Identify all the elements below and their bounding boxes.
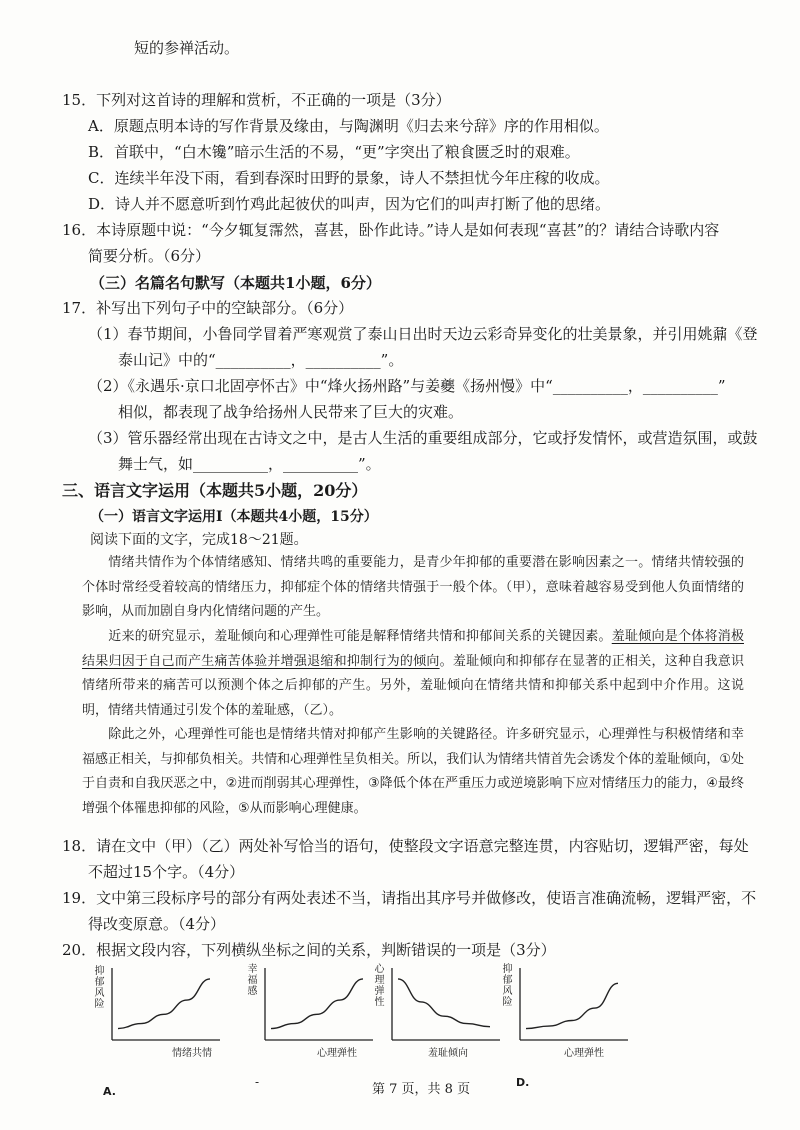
q17-item3-line2: 舞士气，如__________，__________”。 xyxy=(118,455,381,473)
chart-b-series-line xyxy=(271,979,363,1029)
section3-heading: （三）名篇名句默写（本题共1小题，6分） xyxy=(90,274,381,292)
chart-b-xlabel: 心理弹性 xyxy=(317,1048,357,1059)
q15-stem: 15．下列对这首诗的理解和赏析，不正确的一项是（3分） xyxy=(62,91,451,109)
q15-option-b: B．首联中，“白木镵”暗示生活的不易，“更”字突出了粮食匮乏时的艰难。 xyxy=(88,143,580,161)
underlined-sentence: 羞耻倾向是个体将消极结果归因于自己而产生痛苦体验并增强退缩和抑制行为的倾向 xyxy=(82,629,744,669)
q17-stem: 17．补写出下列句子中的空缺部分。（6分） xyxy=(62,299,354,317)
q15-option-d: D．诗人并不愿意听到竹鸡此起彼伏的叫声，因为它们的叫声打断了他的思绪。 xyxy=(88,195,611,213)
page-number: 第 7 页，共 8 页 xyxy=(372,1082,471,1097)
chart-c-ylabel: 心理弹性 xyxy=(374,964,385,1008)
footer-dash: - xyxy=(255,1075,260,1089)
chart-a-series-line xyxy=(118,979,210,1029)
q17-item1-line2: 泰山记》中的“__________，__________”。 xyxy=(118,351,404,369)
q20-stem: 20．根据文段内容，下列横纵坐标之间的关系，判断错误的一项是（3分） xyxy=(62,941,556,959)
chart-a xyxy=(92,962,242,1072)
passage-paragraph-2: 近来的研究显示，羞耻倾向和心理弹性可能是解释情绪共情和抑郁间关系的关键因素。羞耻倾向是个体将消极结果归因于自己而产生痛苦体验并增强退缩和抑制行为的倾向。羞耻倾向和抑郁存在显著的正相关，这种自我意识情绪所带来的痛苦可以预测个体之后抑郁的产生。另外，羞耻倾向在情绪共情和抑郁关系中起到中介作用。这说明，情绪共情通过引发个体的羞耻感，（乙）。 xyxy=(82,629,744,718)
q15-option-c: C．连续半年没下雨，看到春深时田野的景象，诗人不禁担忧今年庄稼的收成。 xyxy=(88,169,610,187)
chart-b-ylabel: 幸福感 xyxy=(247,964,258,997)
chart-a-xlabel: 情绪共情 xyxy=(172,1048,212,1059)
chart-d-ylabel: 抑郁风险 xyxy=(502,964,513,1008)
chart-d-option-label: D. xyxy=(516,1076,530,1089)
q15-option-a: A．原题点明本诗的写作背景及缘由，与陶渊明《归去来兮辞》序的作用相似。 xyxy=(88,117,609,135)
chart-d-series-line xyxy=(526,983,618,1028)
q19-line1: 19．文中第三段标序号的部分有两处表述不当，请指出其序号并做修改，使语言准确流畅，逻辑严密，不 xyxy=(62,889,757,907)
q17-item2-line1: （2）《永遇乐·京口北固亭怀古》中“烽火扬州路”与姜夔《扬州慢》中“__________，__________” xyxy=(88,377,726,395)
passage-paragraph-3: 除此之外，心理弹性可能也是情绪共情对抑郁产生影响的关键路径。许多研究显示，心理弹性与积极情绪和幸福感正相关，与抑郁负相关。共情和心理弹性呈负相关。所以，我们认为情绪共情首先会诱发个体的羞耻倾向，①处于自责和自我厌恶之中，②进而削弱其心理弹性，③降低个体在严重压力或逆境影响下应对情绪压力的能力，④最终增强个体罹患抑郁的风险，⑤从而影响心理健康。 xyxy=(82,727,744,816)
q18-line2: 不超过15个字。（4分） xyxy=(88,863,245,881)
chart-a-ylabel: 抑郁风险 xyxy=(94,966,105,1010)
q17-item2-line2: 相似，都表现了战争给扬州人民带来了巨大的灾难。 xyxy=(118,403,464,421)
q16-line1: 16．本诗原题中说：“今夕辄复霈然，喜甚，卧作此诗。”诗人是如何表现“喜甚”的？请结合诗歌内容 xyxy=(62,221,720,239)
chart-c-xlabel: 羞耻倾向 xyxy=(428,1048,468,1059)
q16-line2: 简要分析。（6分） xyxy=(88,247,211,265)
chart-c-series-line xyxy=(398,979,490,1027)
chart-d-xlabel: 心理弹性 xyxy=(564,1048,604,1059)
q17-item1-line1: （1）春节期间，小鲁同学冒着严寒观赏了泰山日出时天边云彩奇异变化的壮美景象，并引用姚鼐《登 xyxy=(88,325,758,343)
q18-line1: 18．请在文中（甲）（乙）两处补写恰当的语句，使整段文字语意完整连贯，内容贴切，逻辑严密，每处 xyxy=(62,837,749,855)
passage-paragraph-1: 情绪共情作为个体情绪感知、情绪共鸣的重要能力，是青少年抑郁的重要潜在影响因素之一。情绪共情较强的个体时常经受着较高的情绪压力，抑郁症个体的情绪共情强于一般个体。（甲），意味着越容易受到他人负面情绪的影响，从而加剧自身内化情绪问题的产生。 xyxy=(82,555,744,619)
part3-subheading: （一）语言文字运用Ⅰ（本题共4小题，15分） xyxy=(90,509,378,525)
chart-a-plot xyxy=(92,962,242,1072)
q19-line2: 得改变原意。（4分） xyxy=(88,915,226,933)
reading-instruction: 阅读下面的文字，完成18～21题。 xyxy=(90,532,308,548)
continuation-text: 短的参禅活动。 xyxy=(134,39,240,57)
chart-a-option-label: A. xyxy=(103,1085,116,1098)
part3-heading: 三、语言文字运用（本题共5小题，20分） xyxy=(62,481,368,500)
chart-d xyxy=(500,962,650,1072)
q17-item3-line1: （3）管乐器经常出现在古诗文之中，是古人生活的重要组成部分，它或抒发情怀，或营造氛围，或鼓 xyxy=(88,429,758,447)
